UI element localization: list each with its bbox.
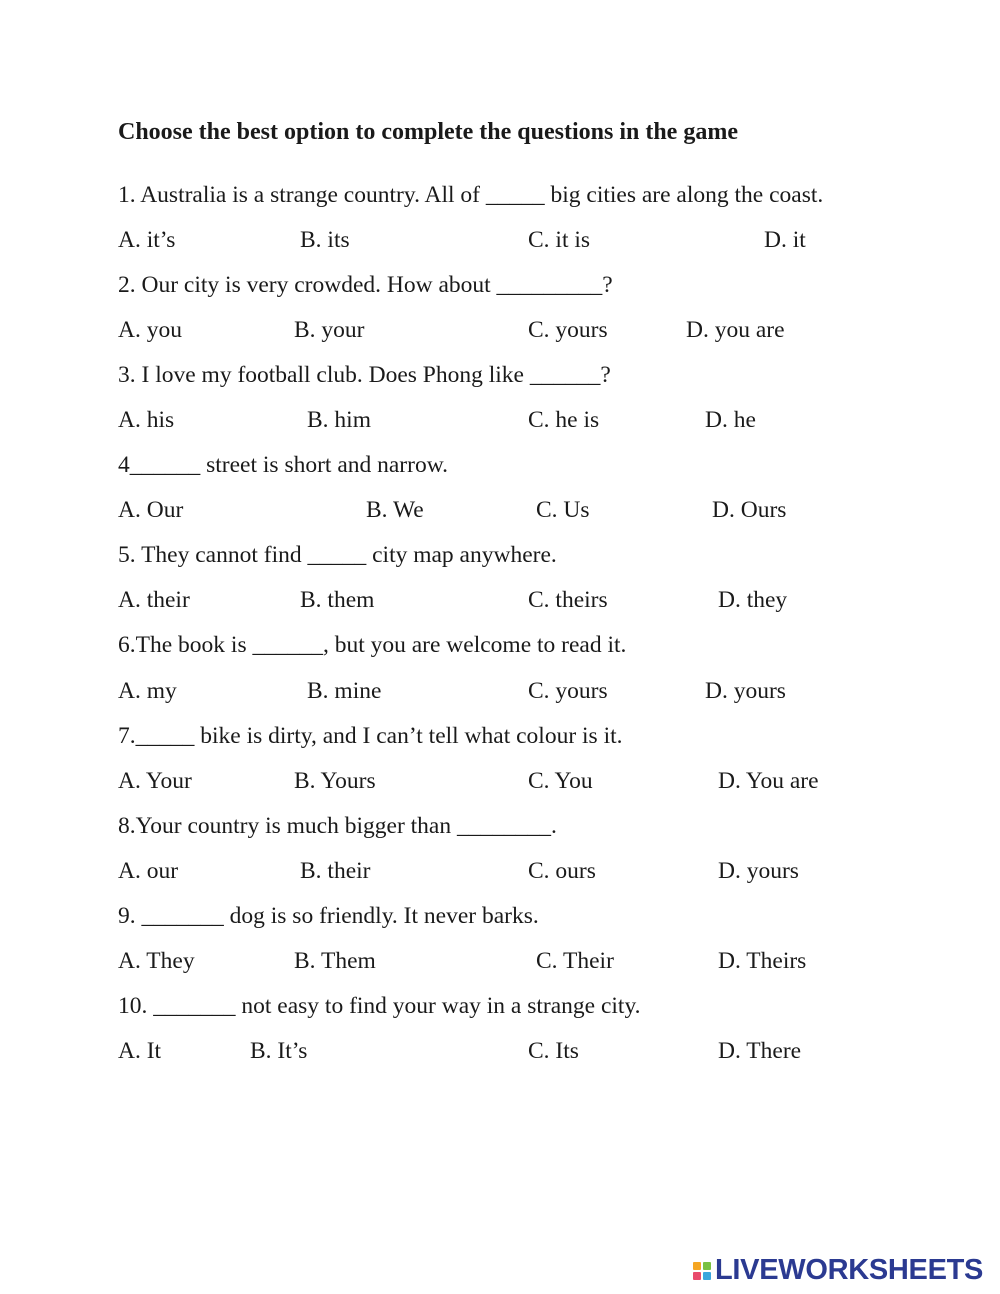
option-6d[interactable]: D. yours: [705, 678, 786, 704]
question-9: 9. _______ dog is so friendly. It never barks.: [118, 903, 539, 929]
option-4d[interactable]: D. Ours: [712, 497, 787, 523]
option-7c[interactable]: C. You: [528, 768, 593, 794]
question-5: 5. They cannot find _____ city map anywhere.: [118, 542, 557, 568]
option-1c[interactable]: C. it is: [528, 227, 591, 253]
option-8a[interactable]: A. our: [118, 858, 179, 884]
option-10a[interactable]: A. It: [118, 1038, 162, 1064]
question-7: 7._____ bike is dirty, and I can’t tell what colour is it.: [118, 723, 623, 749]
option-10c[interactable]: C. Its: [528, 1038, 579, 1064]
option-4c[interactable]: C. Us: [536, 497, 590, 523]
question-8: 8.Your country is much bigger than ________.: [118, 813, 557, 839]
option-3c[interactable]: C. he is: [528, 407, 600, 433]
option-5d[interactable]: D. they: [718, 587, 788, 613]
option-3d[interactable]: D. he: [705, 407, 756, 433]
option-1b[interactable]: B. its: [300, 227, 350, 253]
liveworksheets-logo: [693, 1254, 983, 1287]
question-3: 3. I love my football club. Does Phong like ______?: [118, 362, 611, 388]
option-9c[interactable]: C. Their: [536, 948, 614, 974]
option-5b[interactable]: B. them: [300, 587, 375, 613]
option-6c[interactable]: C. yours: [528, 678, 608, 704]
option-5c[interactable]: C. theirs: [528, 587, 608, 613]
question-4: 4______ street is short and narrow.: [118, 452, 449, 478]
option-7d[interactable]: D. You are: [718, 768, 819, 794]
question-10: 10. _______ not easy to find your way in a strange city.: [118, 993, 641, 1019]
option-2c[interactable]: C. yours: [528, 317, 608, 343]
option-4b[interactable]: B. We: [366, 497, 424, 523]
option-6a[interactable]: A. my: [118, 678, 177, 704]
option-8b[interactable]: B. their: [300, 858, 371, 884]
option-8d[interactable]: D. yours: [718, 858, 799, 884]
option-3a[interactable]: A. his: [118, 407, 175, 433]
logo-square: [693, 1262, 701, 1270]
option-8c[interactable]: C. ours: [528, 858, 596, 884]
logo-text: LIVEWORKSHEETS: [715, 1254, 984, 1286]
logo-square: [703, 1262, 711, 1270]
option-6b[interactable]: B. mine: [307, 678, 382, 704]
worksheet-title: Choose the best option to complete the questions in the game: [118, 119, 738, 145]
option-1d[interactable]: D. it: [764, 227, 806, 253]
liveworksheets-logo-icon: [693, 1262, 711, 1280]
option-10d[interactable]: D. There: [718, 1038, 802, 1064]
option-2d[interactable]: D. you are: [686, 317, 785, 343]
option-7a[interactable]: A. Your: [118, 768, 192, 794]
option-7b[interactable]: B. Yours: [294, 768, 376, 794]
option-10b[interactable]: B. It’s: [250, 1038, 308, 1064]
logo-square: [693, 1272, 701, 1280]
logo-square: [703, 1272, 711, 1280]
option-9a[interactable]: A. They: [118, 948, 195, 974]
option-9b[interactable]: B. Them: [294, 948, 376, 974]
option-3b[interactable]: B. him: [307, 407, 371, 433]
option-1a[interactable]: A. it’s: [118, 227, 176, 253]
option-5a[interactable]: A. their: [118, 587, 190, 613]
option-9d[interactable]: D. Theirs: [718, 948, 807, 974]
option-2b[interactable]: B. your: [294, 317, 365, 343]
question-1: 1. Australia is a strange country. All of _____ big cities are along the coast.: [118, 182, 824, 208]
question-2: 2. Our city is very crowded. How about _________?: [118, 272, 613, 298]
option-4a[interactable]: A. Our: [118, 497, 184, 523]
option-2a[interactable]: A. you: [118, 317, 182, 343]
question-6: 6.The book is ______, but you are welcome to read it.: [118, 632, 627, 658]
